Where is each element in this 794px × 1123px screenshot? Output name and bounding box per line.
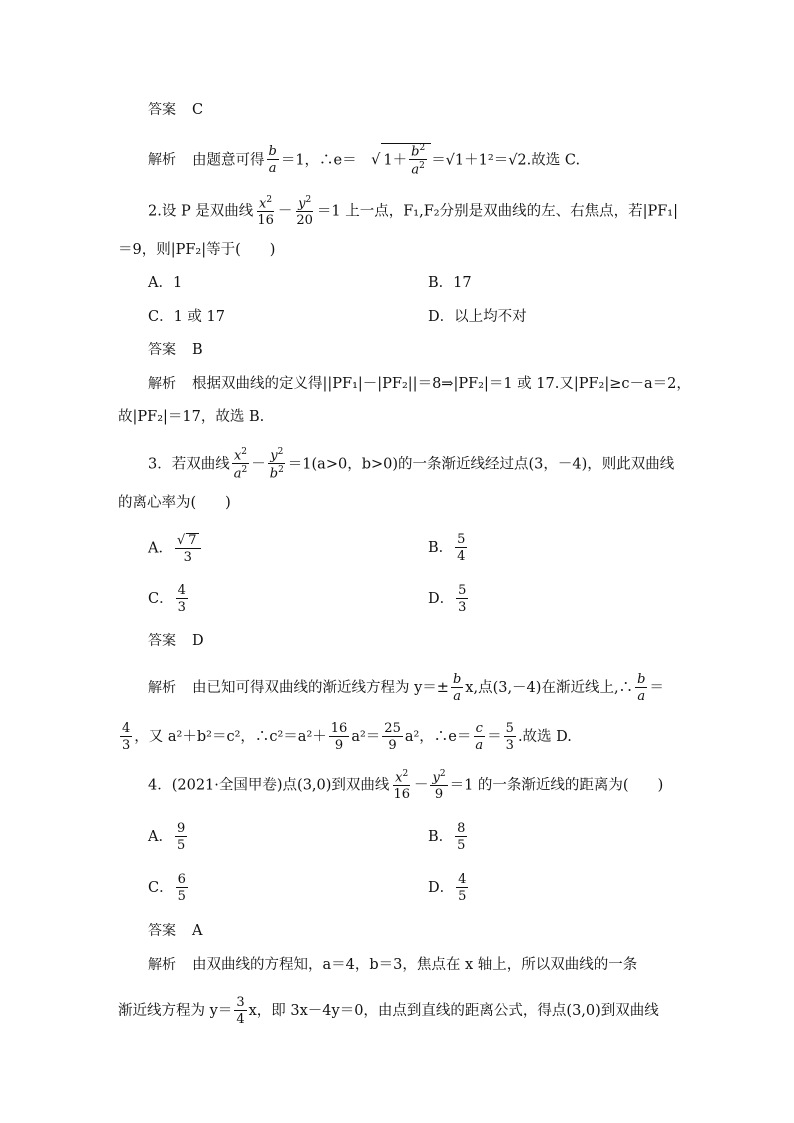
q3-answer-line: 答案 D — [148, 633, 204, 649]
q2-stem-line: 2.设 P 是双曲线 $\frac{x^2}{16}$ － $\frac{y^2}{20}$ ＝1 上一点，F₁,F₂分别是双曲线的左、右焦点，若|PF₁| — [148, 195, 678, 229]
q3-analysis-line-2: $\frac{4}{3}$ ，又 a²＋b²＝c²，∴c²＝a²＋ $\frac{16}{9}$ a²＝ $\frac{25}{9}$ a²，∴e＝ $\frac{c}{a}$ ＝ $\frac{5}{3}$ .故选 D. — [122, 721, 572, 753]
q4-option-c: C． $\frac{6}{5}$ — [148, 872, 186, 904]
q3-option-a: A． √ $\frac{7}{3}$ — [148, 533, 203, 564]
q1-answer: C — [192, 102, 204, 118]
q1-analysis-line: 解析 由题意可得 $\frac{b}{a}$ ＝1，∴e＝ √ 1＋ $\frac{b^2}{a^2}$ ＝√1＋1²＝√2.故选 C. — [148, 143, 682, 177]
q3-option-c: C． $\frac{4}{3}$ — [148, 583, 186, 615]
sqrt-expression: √ 1＋ $\frac{b^2}{a^2}$ — [371, 152, 431, 168]
q4-analysis-line: 解析 由双曲线的方程知，a＝4，b＝3，焦点在 x 轴上，所以双曲线的一条 — [148, 957, 638, 973]
q2-analysis-line-2: 故|PF₂|＝17，故选 B. — [118, 409, 265, 425]
q3-stem-line: 3．若双曲线 $\frac{x^2}{a^2}$ － $\frac{y^2}{b^2}$ ＝1(a>0，b>0)的一条渐近线经过点(3，－4)，则此双曲线 — [148, 447, 675, 482]
q4-option-d: D． $\frac{4}{5}$ — [428, 872, 467, 904]
q3-option-b: B． $\frac{5}{4}$ — [428, 532, 466, 564]
q3-analysis-line: 解析 由已知可得双曲线的渐近线方程为 y＝± $\frac{b}{a}$ x,点(3,－4)在渐近线上,∴ $\frac{b}{a}$ ＝ — [148, 672, 664, 704]
q2-stem-line-2: ＝9，则|PF₂|等于( ) — [118, 242, 276, 258]
q2-option-b: B．17 — [428, 275, 472, 291]
answer-label: 答案 — [148, 102, 176, 118]
q4-answer: A — [192, 923, 203, 939]
q3-stem-line-2: 的离心率为( ) — [118, 495, 231, 511]
q2-option-c: C．1 或 17 — [148, 309, 225, 325]
q1-answer-line — [148, 100, 682, 120]
q2-answer-line: 答案 B — [148, 342, 203, 358]
q2-option-a: A．1 — [148, 275, 183, 291]
q4-analysis-line-2: 渐近线方程为 y＝ $\frac{3}{4}$ x，即 3x－4y＝0，由点到直线的距离公式，得点(3,0)到双曲线 — [118, 995, 659, 1027]
q3-answer: D — [192, 633, 204, 649]
q4-answer-line: 答案 A — [148, 923, 203, 939]
analysis-label: 解析 — [148, 152, 176, 169]
q4-stem-line: 4．(2021·全国甲卷)点(3,0)到双曲线 $\frac{x^2}{16}$ － $\frac{y^2}{9}$ ＝1 的一条渐近线的距离为( ) — [148, 769, 664, 803]
q2-analysis-line: 解析 根据双曲线的定义得||PF₁|－|PF₂||＝8⇒|PF₂|＝1 或 17.又|PF₂|≥c－a＝2， — [148, 376, 691, 392]
q4-option-a: A． $\frac{9}{5}$ — [148, 821, 186, 853]
q2-option-d: D．以上均不对 — [428, 309, 527, 325]
q2-answer: B — [192, 342, 203, 358]
q4-option-b: B． $\frac{8}{5}$ — [428, 821, 466, 853]
q3-option-d: D． $\frac{5}{3}$ — [428, 583, 467, 615]
fraction-b-over-a: $\frac{b}{a}$ — [268, 144, 277, 177]
